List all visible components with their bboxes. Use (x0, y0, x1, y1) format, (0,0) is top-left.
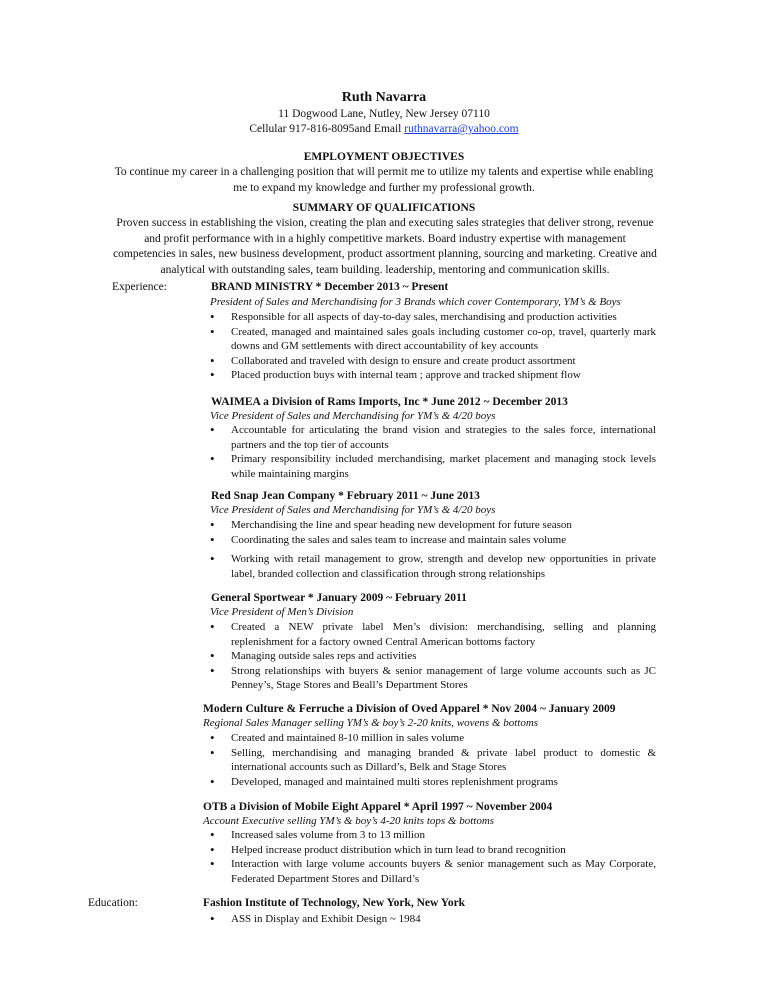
contact-phone: Cellular 917-816-8095and Email (249, 123, 405, 135)
bullet-item: • Placed production buys with internal team ; approve and tracked shipment flow (209, 368, 656, 383)
summary-text: Proven success in establishing the vision, creating the plan and executing sales strategies that deliver strong, revenue and profit performance with in a highly competitive markets. Board industry expertise with management competencies in sales, new business development, product assortment planning, sourcing and marketing. Creative and analytical with outstanding sales, team building. leadership, mentoring and communication skills. (113, 217, 657, 276)
job-role: Vice President of Men’s Division (210, 606, 354, 618)
education-bullets (209, 912, 656, 927)
job-title: Red Snap Jean Company * February 2011 ~ June 2013 (211, 490, 480, 502)
bullet-item: • Created, managed and maintained sales goals including customer co-op, travel, quarterly mark downs and GM settlements with direct accountability of key accounts (209, 325, 656, 354)
email-link[interactable]: ruthnavarra@yahoo.com (404, 123, 519, 135)
job-bullets (209, 731, 656, 789)
bullet-item: • Created and maintained 8-10 million in sales volume (209, 731, 656, 746)
address-line: 11 Dogwood Lane, Nutley, New Jersey 07110 (278, 108, 490, 120)
contact-line (0, 123, 768, 135)
bullet-item: • Managing outside sales reps and activities (209, 649, 656, 664)
job-role: Regional Sales Manager selling YM’s & boy’s 2-20 knits, wovens & bottoms (203, 717, 539, 729)
bullet-item: • Increased sales volume from 3 to 13 million (209, 828, 656, 843)
bullet-item: • Helped increase product distribution which in turn lead to brand recognition (209, 843, 656, 858)
job-role: Vice President of Sales and Merchandising for YM’s & 4/20 boys (210, 504, 496, 516)
job-title: General Sportwear * January 2009 ~ February 2011 (211, 592, 467, 604)
bullet-item: • Interaction with large volume accounts buyers & senior management such as May Corporate, Federated Department Stores and Dillard’s (209, 857, 656, 886)
objectives-heading: EMPLOYMENT OBJECTIVES (303, 151, 465, 163)
bullet-item: • Strong relationships with buyers & senior management of large volume accounts such as JC Penney’s, Stage Stores and Beall’s Department Stores (209, 664, 656, 693)
experience-label: Experience: (112, 281, 167, 293)
bullet-item: • ASS in Display and Exhibit Design ~ 1984 (209, 912, 656, 927)
job-title: OTB a Division of Mobile Eight Apparel * April 1997 ~ November 2004 (203, 801, 553, 813)
bullet-item: • Merchandising the line and spear heading new development for future season (209, 518, 656, 533)
job-bullets (209, 518, 656, 581)
objectives-text: To continue my career in a challenging position that will permit me to utilize my talents and expertise while enabling me to expand my knowledge and further my professional growth. (114, 166, 654, 194)
bullet-item: • Working with retail management to grow, strength and develop new opportunities in private label, branded collection and classification through strong relationships (209, 552, 656, 581)
job-role: President of Sales and Merchandising for 3 Brands which cover Contemporary, YM’s & Boys (210, 296, 621, 308)
bullet-item: • Created a NEW private label Men’s division: merchandising, selling and planning replenishment for a factory owned Central American bottoms factory (209, 620, 656, 649)
job-bullets (209, 828, 656, 886)
bullet-item: • Selling, merchandising and managing branded & private label product to domestic & international accounts such as Dillard’s, Belk and Stage Stores (209, 746, 656, 775)
bullet-item: • Coordinating the sales and sales team to increase and maintain sales volume (209, 533, 656, 548)
bullet-item: • Accountable for articulating the brand vision and strategies to the sales force, international partners and the top tier of accounts (209, 423, 656, 452)
bullet-item: • Primary responsibility included merchandising, market placement and managing stock levels while maintaining margins (209, 452, 656, 481)
bullet-item: • Responsible for all aspects of day-to-day sales, merchandising and production activities (209, 310, 656, 325)
job-role: Vice President of Sales and Merchandising for YM’s & 4/20 boys (210, 410, 496, 422)
job-role: Account Executive selling YM’s & boy’s 4-20 knits tops & bottoms (203, 815, 495, 827)
education-label: Education: (88, 897, 138, 909)
bullet-item: • Developed, managed and maintained multi stores replenishment programs (209, 775, 656, 790)
job-title: BRAND MINISTRY * December 2013 ~ Present (211, 281, 449, 293)
job-bullets (209, 620, 656, 693)
bullet-item: • Collaborated and traveled with design to ensure and create product assortment (209, 354, 656, 369)
school-name: Fashion Institute of Technology, New York, New York (203, 897, 466, 909)
candidate-name: Ruth Navarra (341, 90, 427, 105)
summary-heading: SUMMARY OF QUALIFICATIONS (292, 202, 476, 214)
job-bullets (209, 423, 656, 481)
job-bullets (209, 310, 656, 383)
job-title: Modern Culture & Ferruche a Division of Oved Apparel * Nov 2004 ~ January 2009 (203, 703, 616, 715)
job-title: WAIMEA a Division of Rams Imports, Inc * June 2012 ~ December 2013 (211, 396, 568, 408)
